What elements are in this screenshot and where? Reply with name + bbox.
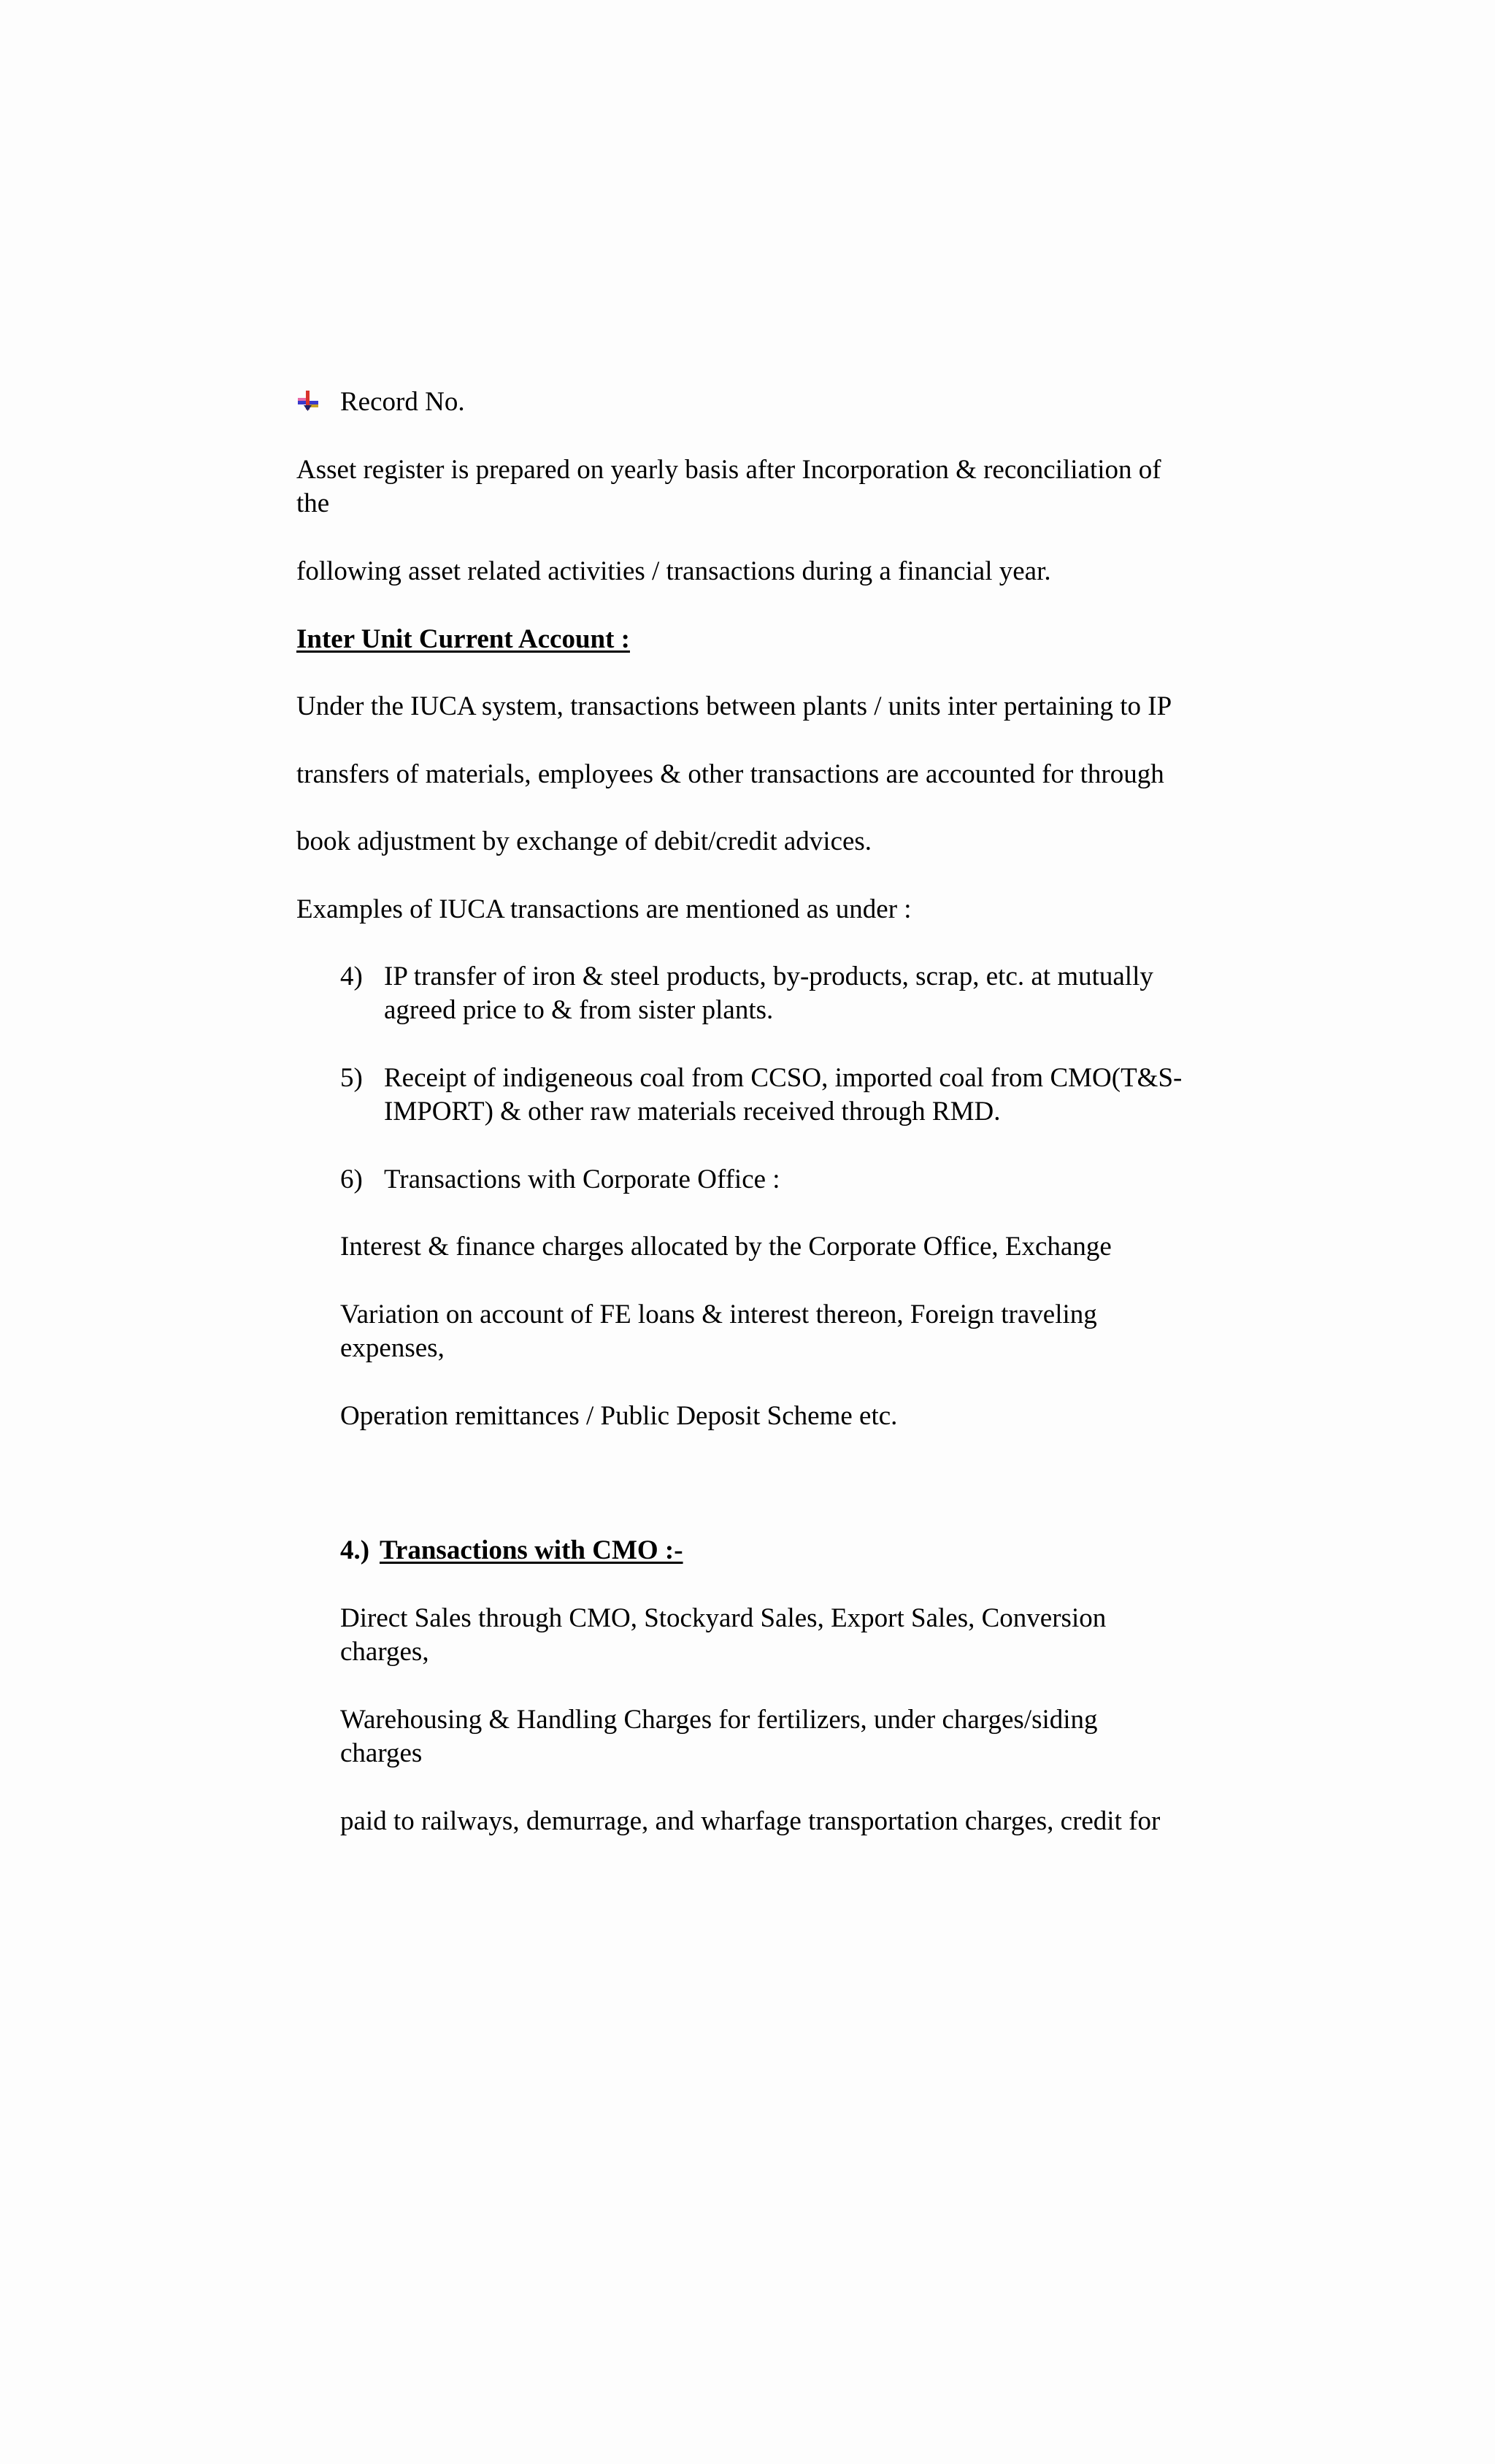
cmo-line-4: charges	[340, 1738, 423, 1768]
iuca-heading: Inter Unit Current Account :	[296, 624, 630, 654]
cmo-line-5: paid to railways, demurrage, and wharfage transportation charges, credit for	[340, 1806, 1161, 1836]
iuca-examples-intro: Examples of IUCA transactions are mentioned as under :	[296, 894, 912, 924]
cmo-heading: Transactions with CMO :-	[380, 1535, 683, 1565]
list-item-text-line-1: Transactions with Corporate Office :	[384, 1164, 780, 1194]
intro-line-2: the	[296, 488, 330, 518]
cmo-line-3: Warehousing & Handling Charges for fertilizers, under charges/siding	[340, 1705, 1098, 1735]
list-item-number: 4)	[340, 962, 363, 991]
cmo-section-number: 4.)	[340, 1535, 370, 1565]
cmo-line-2: charges,	[340, 1637, 429, 1667]
corporate-line-3: expenses,	[340, 1333, 445, 1363]
list-item-text-line-1: IP transfer of iron & steel products, by-products, scrap, etc. at mutually	[384, 962, 1153, 991]
corporate-line-2: Variation on account of FE loans & interest thereon, Foreign traveling	[340, 1300, 1097, 1329]
iuca-paragraph-line-1: Under the IUCA system, transactions between plants / units inter pertaining to IP	[296, 691, 1172, 721]
cmo-line-1: Direct Sales through CMO, Stockyard Sales, Export Sales, Conversion	[340, 1603, 1107, 1633]
list-item-number: 5)	[340, 1063, 363, 1093]
list-item-text-line-2: IMPORT) & other raw materials received through RMD.	[384, 1097, 1001, 1127]
bullet-arrow-icon	[296, 389, 320, 412]
corporate-line-1: Interest & finance charges allocated by the Corporate Office, Exchange	[340, 1232, 1112, 1262]
list-item-number: 6)	[340, 1164, 363, 1194]
intro-line-1: Asset register is prepared on yearly basis after Incorporation & reconciliation of	[296, 455, 1161, 485]
list-item-text-line-1: Receipt of indigeneous coal from CCSO, imported coal from CMO(T&S-	[384, 1063, 1183, 1093]
record-number-label: Record No.	[340, 387, 465, 417]
list-item-text-line-2: agreed price to & from sister plants.	[384, 995, 774, 1025]
iuca-paragraph-line-3: book adjustment by exchange of debit/credit advices.	[296, 826, 872, 856]
intro-line-3: following asset related activities / transactions during a financial year.	[296, 556, 1051, 586]
iuca-paragraph-line-2: transfers of materials, employees & other transactions are accounted for through	[296, 759, 1164, 789]
corporate-line-4: Operation remittances / Public Deposit Scheme etc.	[340, 1401, 898, 1431]
